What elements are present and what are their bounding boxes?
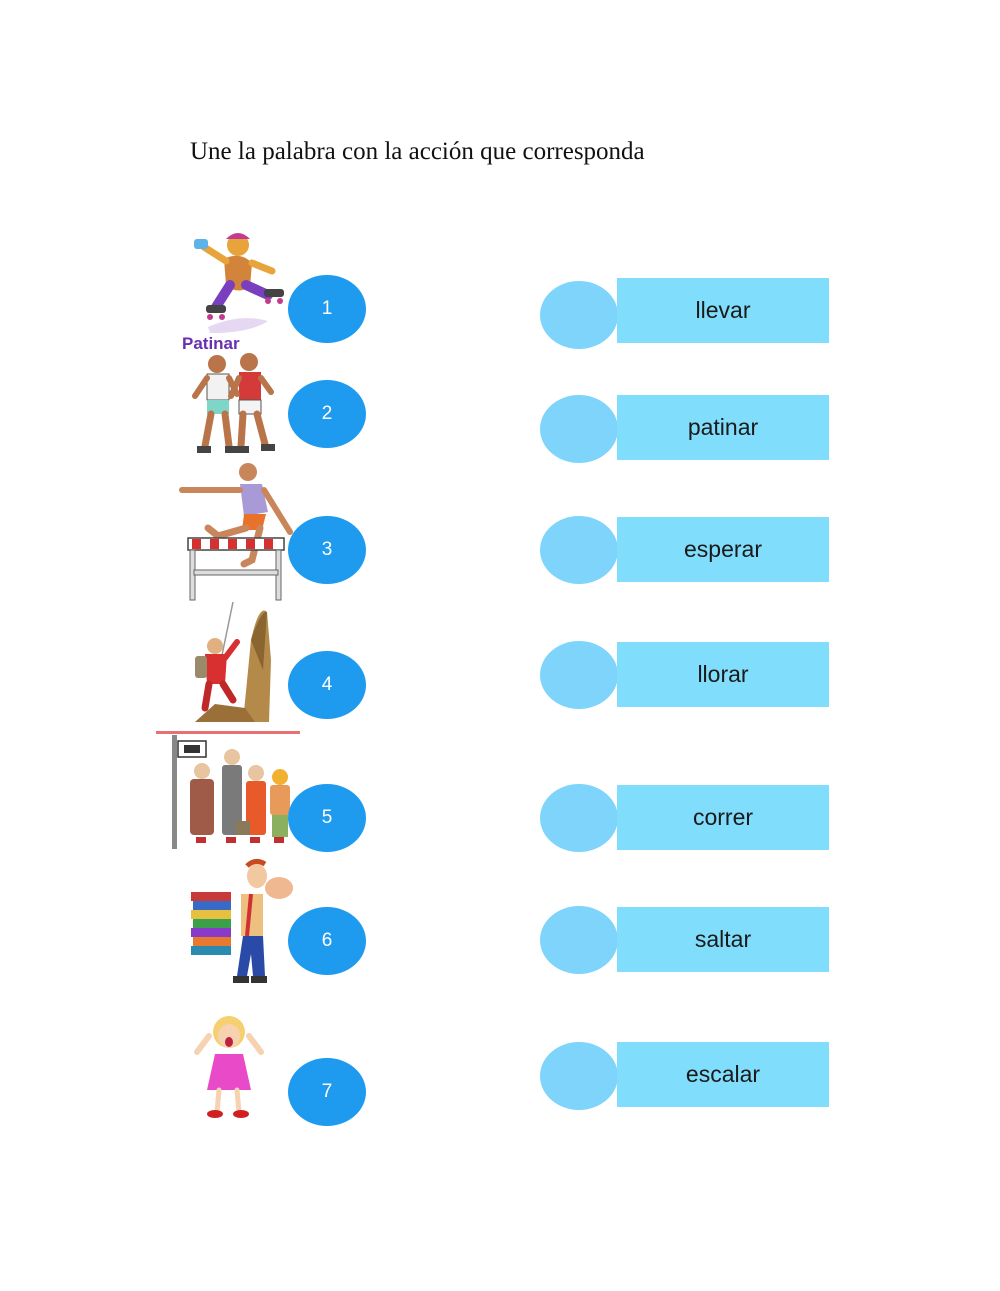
instruction-title: Une la palabra con la acción que corresponda <box>190 138 645 165</box>
word-box-llorar[interactable]: llorar <box>617 642 829 707</box>
word-box-patinar[interactable]: patinar <box>617 395 829 460</box>
number-circle-5[interactable]: 5 <box>288 784 366 852</box>
word-box-correr[interactable]: correr <box>617 785 829 850</box>
people-waiting-bus-picture <box>156 731 300 851</box>
word-box-llevar[interactable]: llevar <box>617 278 829 343</box>
number-circle-7[interactable]: 7 <box>288 1058 366 1126</box>
number-circle-3[interactable]: 3 <box>288 516 366 584</box>
answer-circle-4[interactable] <box>540 641 618 709</box>
number-circle-4[interactable]: 4 <box>288 651 366 719</box>
answer-circle-7[interactable] <box>540 1042 618 1110</box>
answer-circle-3[interactable] <box>540 516 618 584</box>
picture-caption-patinar: Patinar <box>182 334 240 350</box>
answer-circle-5[interactable] <box>540 784 618 852</box>
number-circle-2[interactable]: 2 <box>288 380 366 448</box>
word-box-escalar[interactable]: escalar <box>617 1042 829 1107</box>
word-box-saltar[interactable]: saltar <box>617 907 829 972</box>
answer-circle-6[interactable] <box>540 906 618 974</box>
answer-circle-2[interactable] <box>540 395 618 463</box>
number-circle-6[interactable]: 6 <box>288 907 366 975</box>
word-box-esperar[interactable]: esperar <box>617 517 829 582</box>
number-circle-1[interactable]: 1 <box>288 275 366 343</box>
answer-circle-1[interactable] <box>540 281 618 349</box>
